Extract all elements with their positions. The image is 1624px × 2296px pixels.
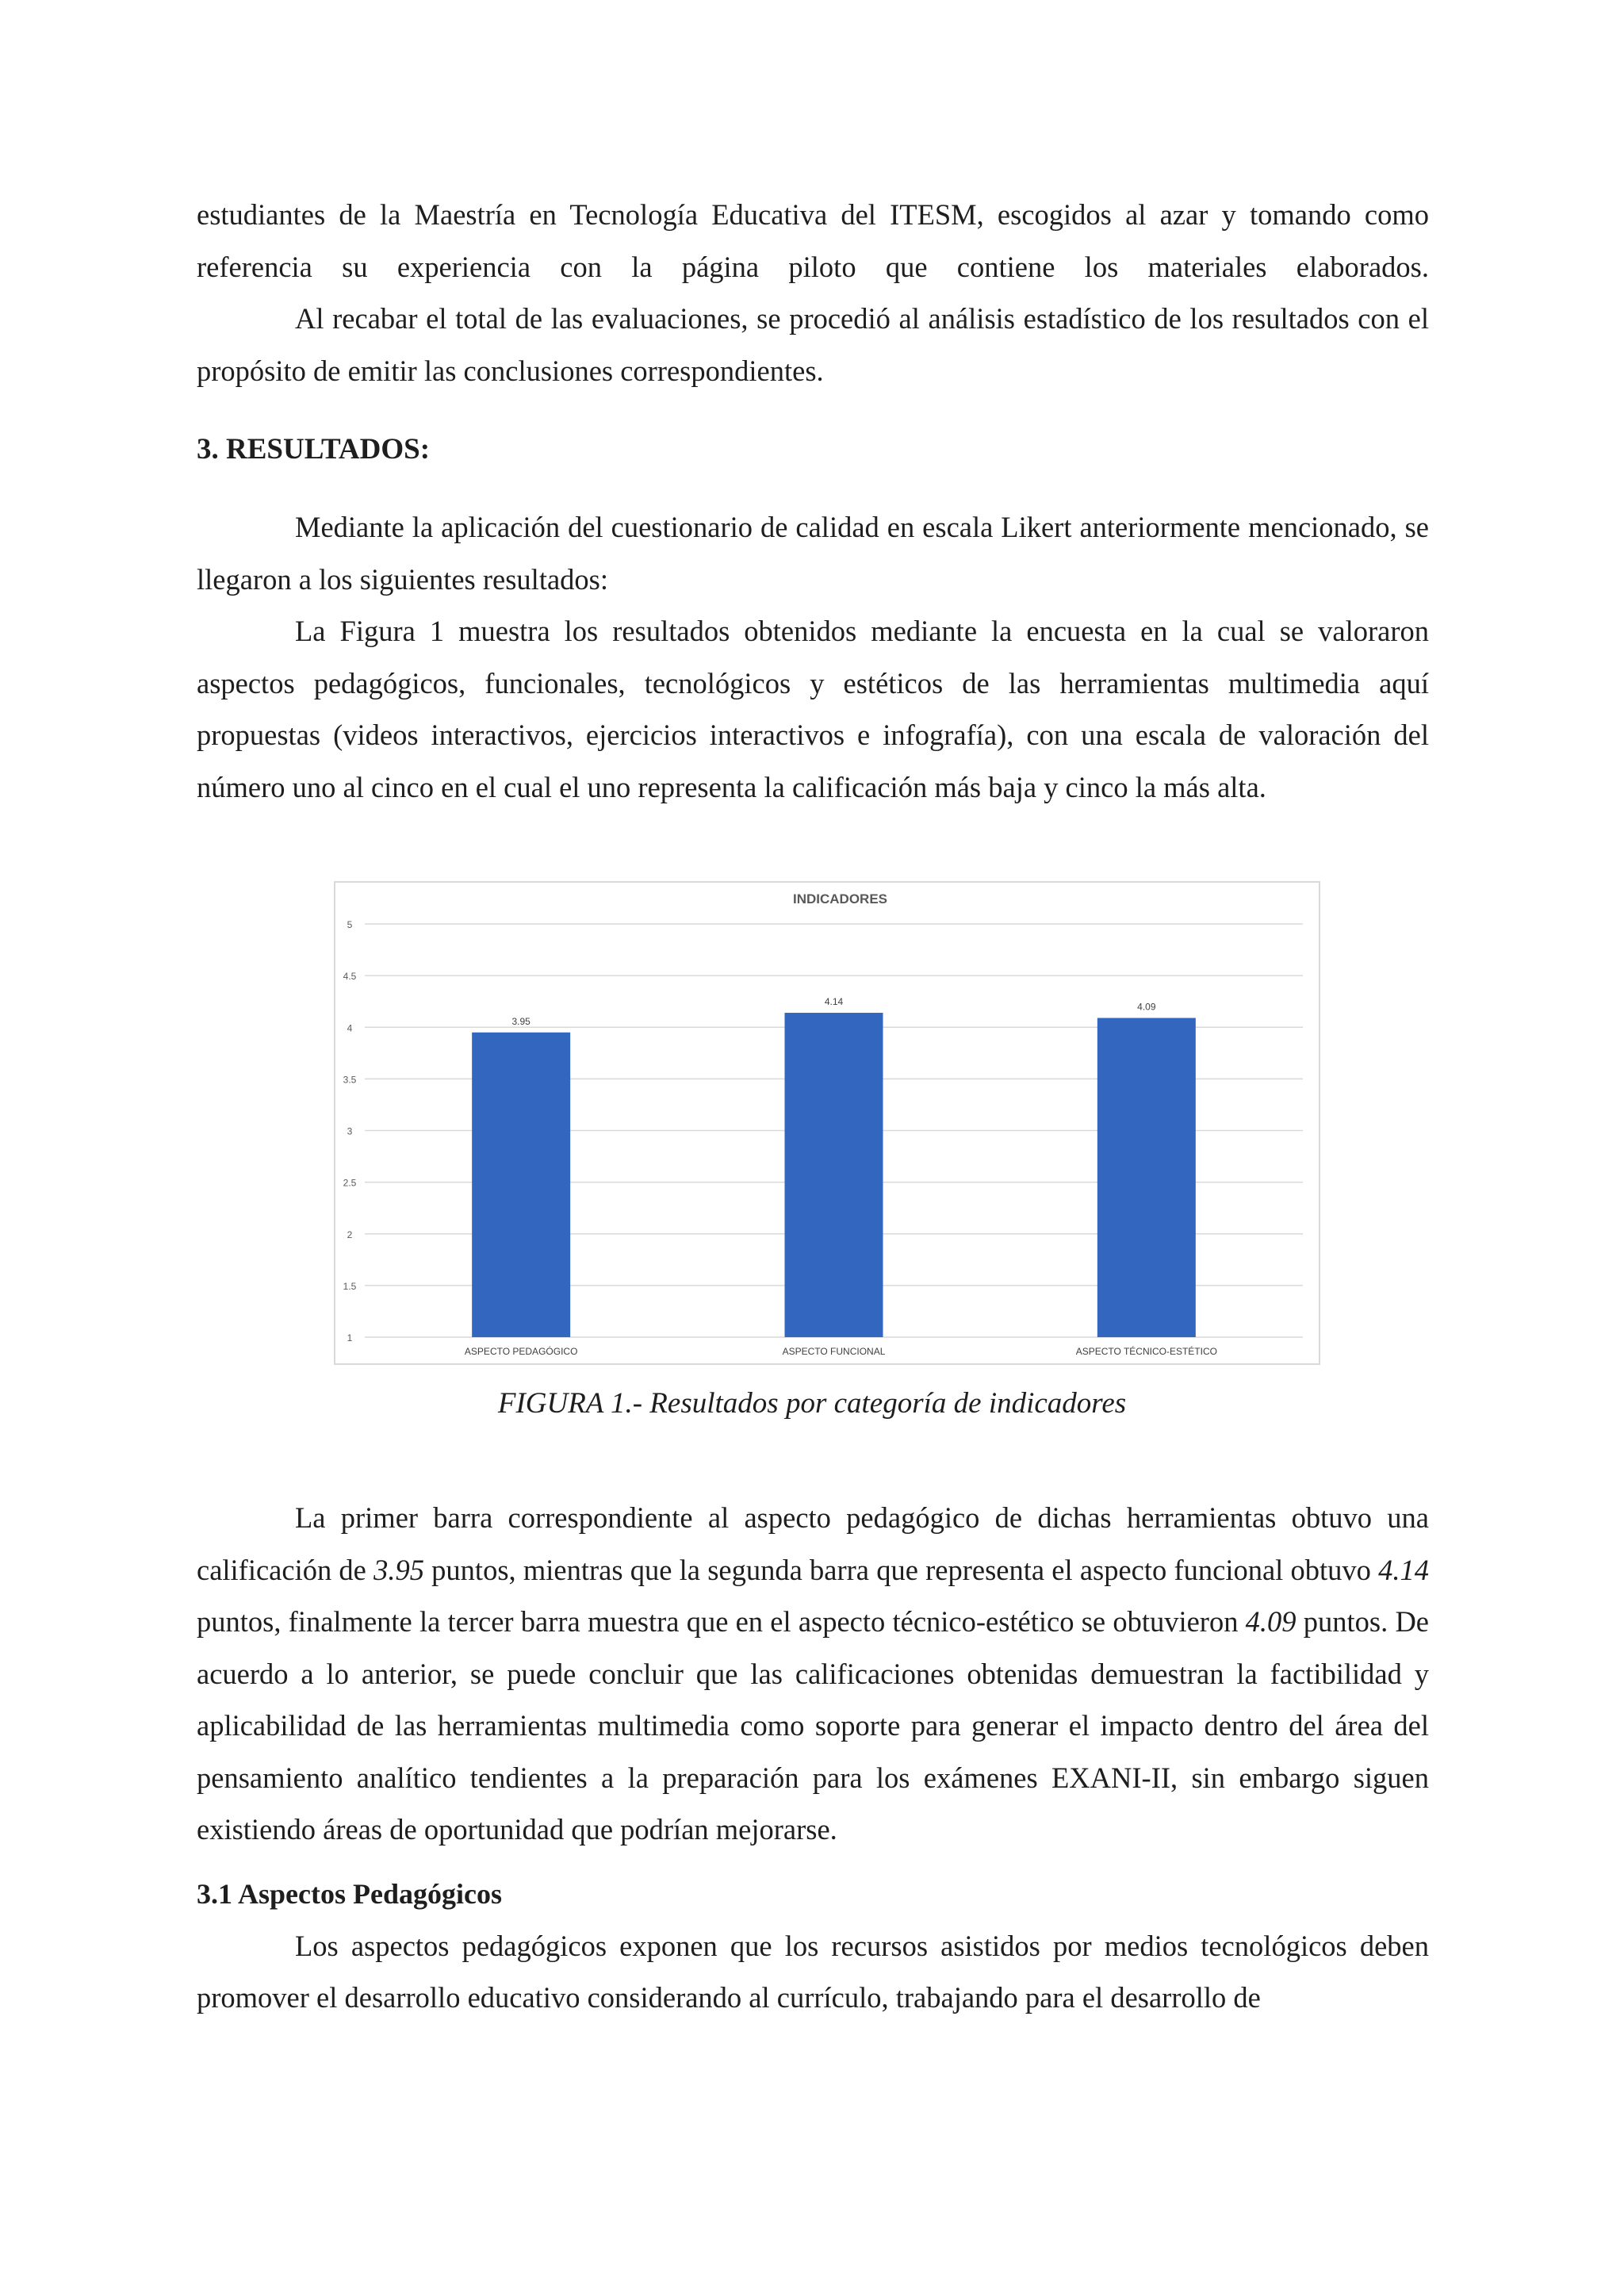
- chart-title: INDICADORES: [792, 891, 888, 907]
- aspectos-pedagogicos-paragraph: Los aspectos pedagógicos exponen que los recursos asistidos por medios tecnológicos deben promover el desarrollo educativo considerando al currículo, trabajando para el desarrollo de: [197, 1929, 1429, 2014]
- value-tecnico-estetico: 4.09: [1245, 1605, 1297, 1638]
- bar: [472, 1033, 570, 1337]
- bar: [785, 1013, 883, 1337]
- data-label: 4.14: [824, 996, 844, 1008]
- value-pedagogico: 3.95: [373, 1553, 424, 1586]
- resultados-paragraph-2: La Figura 1 muestra los resultados obtenidos mediante la encuesta en la cual se valoraron aspectos pedagógicos, funcionales, tecnológicos y estéticos de las herramientas multimedia aquí propuestas (videos interactivos, ejercicios interactivos e infografía), con una escala de valoración del número uno al cinco en el cual el uno representa la calificación más baja y cinco la más alta.: [197, 615, 1429, 803]
- intro-paragraph-2: Al recabar el total de las evaluaciones, se procedió al análisis estadístico de los resultados con el propósito de emitir las conclusiones correspondientes.: [197, 302, 1429, 387]
- y-tick-label: 4.5: [343, 971, 357, 983]
- y-tick-label: 5: [347, 919, 353, 930]
- figure-caption: FIGURA 1.- Resultados por categoría de indicadores: [497, 1387, 1127, 1420]
- y-tick-label: 1.5: [343, 1280, 357, 1292]
- value-funcional: 4.14: [1378, 1553, 1429, 1586]
- discussion-paragraph: La primer barra correspondiente al aspecto pedagógico de dichas herramientas obtuvo una calificación de 3.95 puntos, mientras que la segunda barra que representa el aspecto funcional obtuvo 4.14 puntos, finalmente la tercer barra muestra que en el aspecto técnico-estético se obtuvieron 4.09 puntos. De acuerdo a lo anterior, se puede concluir que las calificaciones obtenidas demuestran la factibilidad y aplicabilidad de las herramientas multimedia como soporte para generar el impacto dentro del área del pensamiento analítico tendientes a la preparación para los exámenes EXANI-II, sin embargo siguen existiendo áreas de oportunidad que podrían mejorarse.: [197, 1501, 1429, 1846]
- y-tick-label: 1: [347, 1332, 353, 1343]
- page-body-continued: [197, 1492, 1429, 2024]
- section-heading-resultados: 3. RESULTADOS:: [197, 433, 431, 466]
- y-tick-label: 2.5: [343, 1177, 357, 1189]
- section-heading-aspectos-pedagogicos: 3.1 Aspectos Pedagógicos: [197, 1877, 502, 1910]
- bar-chart: [335, 883, 1319, 1363]
- bar: [1097, 1018, 1196, 1337]
- x-tick-label: ASPECTO FUNCIONAL: [782, 1346, 886, 1357]
- x-tick-label: ASPECTO TÉCNICO-ESTÉTICO: [1075, 1346, 1217, 1357]
- intro-paragraph-line2: referencia su experiencia con la página piloto que contiene los materiales elaborados.: [197, 250, 1429, 283]
- y-tick-label: 4: [347, 1022, 353, 1034]
- x-tick-label: ASPECTO PEDAGÓGICO: [464, 1346, 578, 1357]
- resultados-paragraph-1: Mediante la aplicación del cuestionario de calidad en escala Likert anteriormente mencionado, se llegaron a los siguientes resultados:: [197, 511, 1429, 596]
- y-tick-label: 3.5: [343, 1074, 357, 1086]
- y-tick-label: 2: [347, 1228, 353, 1240]
- page-body: [197, 189, 1429, 813]
- data-label: 4.09: [1137, 1001, 1156, 1013]
- intro-paragraph-line1: estudiantes de la Maestría en Tecnología Educativa del ITESM, escogidos al azar y tomando como: [197, 198, 1429, 231]
- figure-1-chart: [334, 881, 1320, 1365]
- data-label: 3.95: [511, 1015, 530, 1027]
- y-tick-label: 3: [347, 1125, 353, 1137]
